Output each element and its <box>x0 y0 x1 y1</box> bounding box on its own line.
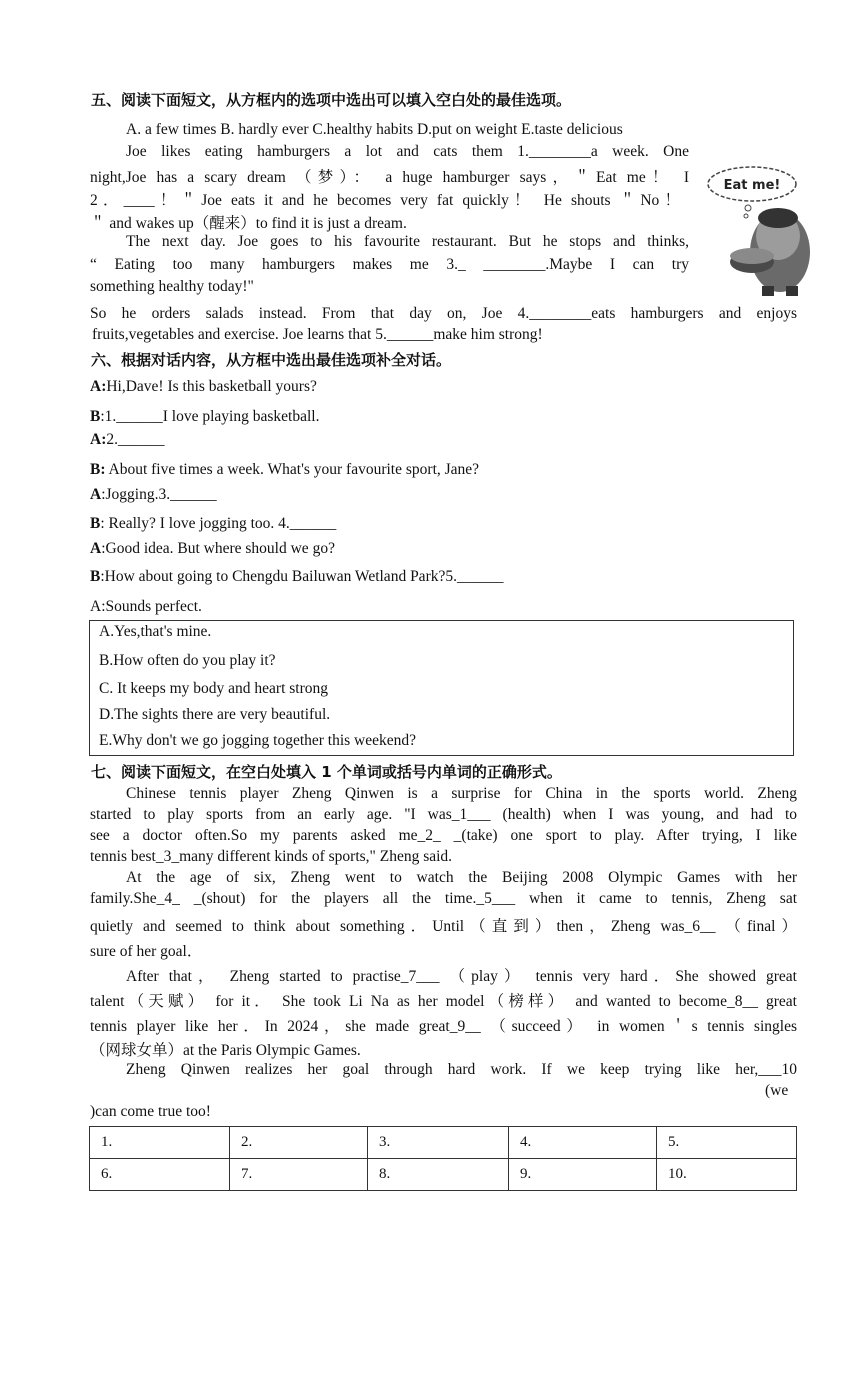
answer-cell[interactable]: 5. <box>657 1127 797 1159</box>
section5-line: “ Eating too many hamburgers makes me 3._ ________.Maybe I can try <box>90 256 689 273</box>
speech-bubble-text: Eat me! <box>723 178 781 193</box>
section5-line: Joe likes eating hamburgers a lot and cats them 1.________a week. One <box>126 143 689 160</box>
section7-heading: 七、阅读下面短文，在空白处填入 1 个单词或括号内单词的正确形式。 <box>91 763 562 781</box>
section5-line: The next day. Joe goes to his favourite restaurant. But he stops and thinks, <box>126 233 689 250</box>
answer-cell[interactable]: 10. <box>657 1159 797 1191</box>
section7-line: After that， Zheng started to practise_7___ （play） tennis very hard．She showed great <box>126 968 797 985</box>
cartoon-illustration <box>700 160 818 298</box>
dialog-text: :Jogging.3.______ <box>101 486 217 503</box>
dialog-speaker: B: <box>90 461 106 478</box>
option-item: C. It keeps my body and heart strong <box>99 680 329 697</box>
section7-line: At the age of six, Zheng went to watch the Beijing 2008 Olympic Games with her <box>126 869 797 886</box>
section5-line: night,Joe has a scary dream （梦）： a huge hamburger says，＂Eat me！ I <box>90 169 689 186</box>
section5-line: 2．____！＂Joe eats it and he becomes very fat quickly！ He shouts ＂No！ <box>90 192 680 209</box>
dialog-line <box>90 598 202 616</box>
option-item: D.The sights there are very beautiful. <box>99 706 331 723</box>
section6-heading: 六、根据对话内容，从方框中选出最佳选项补全对话。 <box>91 351 452 369</box>
dialog-text: :How about going to Chengdu Bailuwan Wetland Park?5.______ <box>100 568 504 585</box>
section5-heading: 五、阅读下面短文，从方框内的选项中选出可以填入空白处的最佳选项。 <box>91 91 572 109</box>
answer-cell[interactable]: 6. <box>90 1159 230 1191</box>
section7-line: started to play sports from an early age. "I was_1___ (health) when I was young, and had to <box>90 806 797 823</box>
answer-cell[interactable]: 3. <box>368 1127 509 1159</box>
dialog-speaker: B <box>90 568 101 585</box>
option-item: B.How often do you play it? <box>99 652 276 669</box>
option-item: E.Why don't we go jogging together this weekend? <box>99 732 417 749</box>
dialog-text: About five times a week. What's your favourite sport, Jane? <box>105 461 480 478</box>
table-row <box>90 1127 797 1159</box>
section5-line: ＂ and wakes up（醒来）to find it is just a dream. <box>90 215 407 232</box>
answer-cell[interactable]: 1. <box>90 1127 230 1159</box>
answer-table <box>89 1126 797 1191</box>
dialog-text: :1.______I love playing basketball. <box>100 408 320 425</box>
dialog-line <box>90 408 319 426</box>
option-item: A.Yes,that's mine. <box>99 623 212 640</box>
dialog-line <box>90 378 317 396</box>
dialog-line <box>90 461 479 479</box>
answer-cell[interactable]: 4. <box>509 1127 657 1159</box>
section7-line: (we <box>765 1082 789 1099</box>
answer-cell[interactable]: 2. <box>230 1127 368 1159</box>
dialog-text: 2.______ <box>106 431 165 448</box>
section7-line: )can come true too! <box>90 1103 211 1120</box>
section7-line: tennis player like her．In 2024，she made great_9__ （succeed） in women＇s tennis singles <box>90 1018 797 1035</box>
dialog-speaker: B <box>90 408 101 425</box>
section7-line: quietly and seemed to think about something．Until（直到）then，Zheng was_6__ （final） <box>90 918 797 935</box>
dialog-speaker: A <box>90 540 102 557</box>
dialog-text: :Good idea. But where should we go? <box>101 540 335 557</box>
dialog-speaker: A: <box>90 378 107 395</box>
dialog-line <box>90 540 335 558</box>
section7-line: see a doctor often.So my parents asked me_2_ _(take) one sport to play. After trying, I like <box>90 827 797 844</box>
section7-line: Zheng Qinwen realizes her goal through hard work. If we keep trying like her,___10 <box>126 1061 797 1078</box>
dialog-line <box>90 568 503 586</box>
section7-line: Chinese tennis player Zheng Qinwen is a surprise for China in the sports world. Zheng <box>126 785 797 802</box>
answer-cell[interactable]: 7. <box>230 1159 368 1191</box>
dialog-text: : Really? I love jogging too. 4.______ <box>100 515 337 532</box>
section7-line: （网球女单）at the Paris Olympic Games. <box>90 1042 361 1059</box>
dialog-text: A:Sounds perfect. <box>90 598 202 615</box>
section7-line: family.She_4_ _(shout) for the players all the time._5___ when it came to tennis, Zheng sat <box>90 890 797 907</box>
dialog-line <box>90 486 217 504</box>
dialog-line <box>90 515 336 533</box>
section7-line: tennis best_3_many different kinds of sports," Zheng said. <box>90 848 453 865</box>
section5-line: fruits,vegetables and exercise. Joe learns that 5.______make him strong! <box>92 326 543 343</box>
section5-options: A. a few times B. hardly ever C.healthy habits D.put on weight E.taste delicious <box>126 121 623 138</box>
dialog-speaker: A: <box>90 431 107 448</box>
dialog-speaker: A <box>90 486 102 503</box>
section5-line: something healthy today!" <box>90 278 254 295</box>
answer-cell[interactable]: 8. <box>368 1159 509 1191</box>
answer-cell[interactable]: 9. <box>509 1159 657 1191</box>
dialog-text: Hi,Dave! Is this basketball yours? <box>106 378 317 395</box>
section5-line: So he orders salads instead. From that day on, Joe 4.________eats hamburgers and enjoys <box>90 305 797 322</box>
dialog-speaker: B <box>90 515 101 532</box>
section7-line: talent（天赋） for it． She took Li Na as her model（榜样） and wanted to become_8__ great <box>90 993 797 1010</box>
dialog-line <box>90 431 164 449</box>
table-row <box>90 1159 797 1191</box>
section7-line: sure of her goal． <box>90 943 203 960</box>
